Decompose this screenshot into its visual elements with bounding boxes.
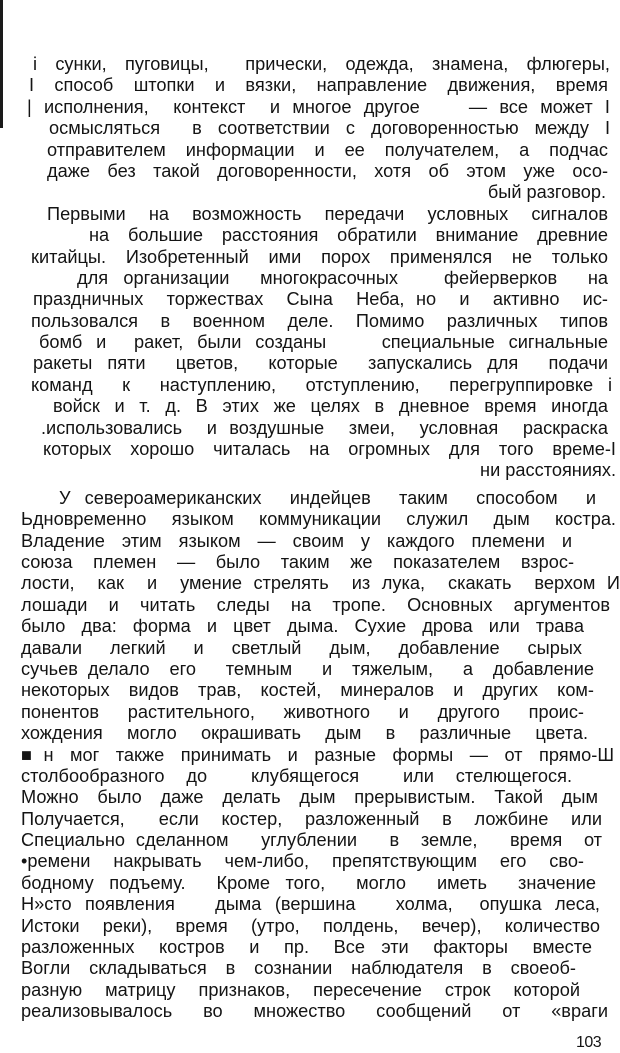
text-line: бый разговор. — [487, 182, 606, 203]
text-line: бодному подъему. Кроме того, могло иметь значение — [21, 872, 596, 893]
text-line: для организации многокрасочных фейерверков на — [77, 267, 608, 288]
page-text — [0, 54, 620, 1023]
text-line: войск и т. д. В этих же целях в дневное время иногда — [53, 396, 608, 417]
text-line: і сунки, пуговицы, прически, одежда, знамена, флюгеры, — [33, 54, 610, 74]
text-line: понентов растительного, животного и другого проис- — [21, 701, 584, 722]
text-line: Можно было даже делать дым прерывистым. Такой дым — [21, 787, 598, 808]
text-line: ни расстояниях. — [480, 460, 616, 481]
text-line: хождения могло окрашивать дым в различные цвета. — [21, 723, 588, 744]
text-line: Специально сделанном углублении в земле, время от — [21, 830, 602, 851]
text-line: Ьдновременно языком коммуникации служил дым костра. — [21, 509, 616, 530]
text-line: отправителем информации и ее получателем, а подчас — [47, 139, 608, 160]
text-line: праздничных торжествах Сына Неба, но и активно ис- — [33, 289, 608, 310]
text-line: разную матрицу признаков, пересечение строк которой — [21, 979, 580, 1000]
text-line: даже без такой договоренности, хотя об этом уже осо- — [47, 160, 608, 181]
text-line: сучьев делало его темным и тяжелым, а добавление — [21, 658, 594, 679]
text-line: | исполнения, контекст и многое другое — все может І — [27, 96, 610, 117]
text-line: давали легкий и светлый дым, добавление сырых — [21, 637, 582, 658]
text-line: І способ штопки и вязки, направление движения, время — [29, 75, 608, 96]
text-line: столбообразного до клубящегося или стелющегося. — [21, 765, 572, 786]
text-line: бомб и ракет, были созданы специальные сигнальные — [39, 332, 608, 353]
text-line: Владение этим языком — своим у каждого племени и — [21, 530, 572, 551]
text-line: некоторых видов трав, костей, минералов и других ком- — [21, 680, 594, 701]
text-line: .использовались и воздушные змеи, условная раскраска — [41, 417, 608, 438]
page-number: 103 — [576, 1034, 602, 1051]
text-line: ■н мог также принимать и разные формы — от прямо-Ш — [21, 744, 614, 765]
text-line: У североамериканских индейцев таким способом и — [59, 487, 596, 508]
text-line: Истоки реки), время (утро, полдень, вечер), количество — [21, 915, 600, 936]
text-line: разложенных костров и пр. Все эти факторы вместе — [21, 937, 592, 958]
text-line: Вогли складываться в сознании наблюдателя в своеоб- — [21, 958, 576, 979]
text-line: Н»сто появления дыма (вершина холма, опушка леса, — [21, 894, 600, 915]
text-line: Получается, если костер, разложенный в ложбине или — [21, 808, 602, 829]
text-line: •ремени накрывать чем-либо, препятствующим его сво- — [21, 851, 584, 872]
text-line: Первыми на возможность передачи условных сигналов — [47, 203, 608, 224]
text-line: реализовывалось во множество сообщений от «враги — [21, 1001, 608, 1022]
text-line: китайцы. Изобретенный ими порох применялся не только — [31, 246, 608, 267]
text-line: лости, как и умение стрелять из лука, скакать верхом И — [21, 573, 620, 594]
text-line: на большие расстояния обратили внимание древние — [89, 225, 608, 246]
text-line: команд к наступлению, отступлению, перегруппировке і — [31, 374, 612, 395]
text-line: пользовался в военном деле. Помимо различных типов — [31, 310, 608, 331]
text-line: союза племен — было таким же показателем взрос- — [21, 551, 574, 572]
text-line: которых хорошо читалась на огромных для того време-І — [43, 439, 616, 460]
text-line: осмысляться в соответствии с договоренностью между І — [33, 118, 610, 139]
text-line: было два: форма и цвет дыма. Сухие дрова или трава — [21, 616, 584, 637]
text-line: лошади и читать следы на тропе. Основных аргументов — [21, 594, 610, 615]
text-line: ракеты пяти цветов, которые запускались для подачи — [33, 353, 608, 374]
